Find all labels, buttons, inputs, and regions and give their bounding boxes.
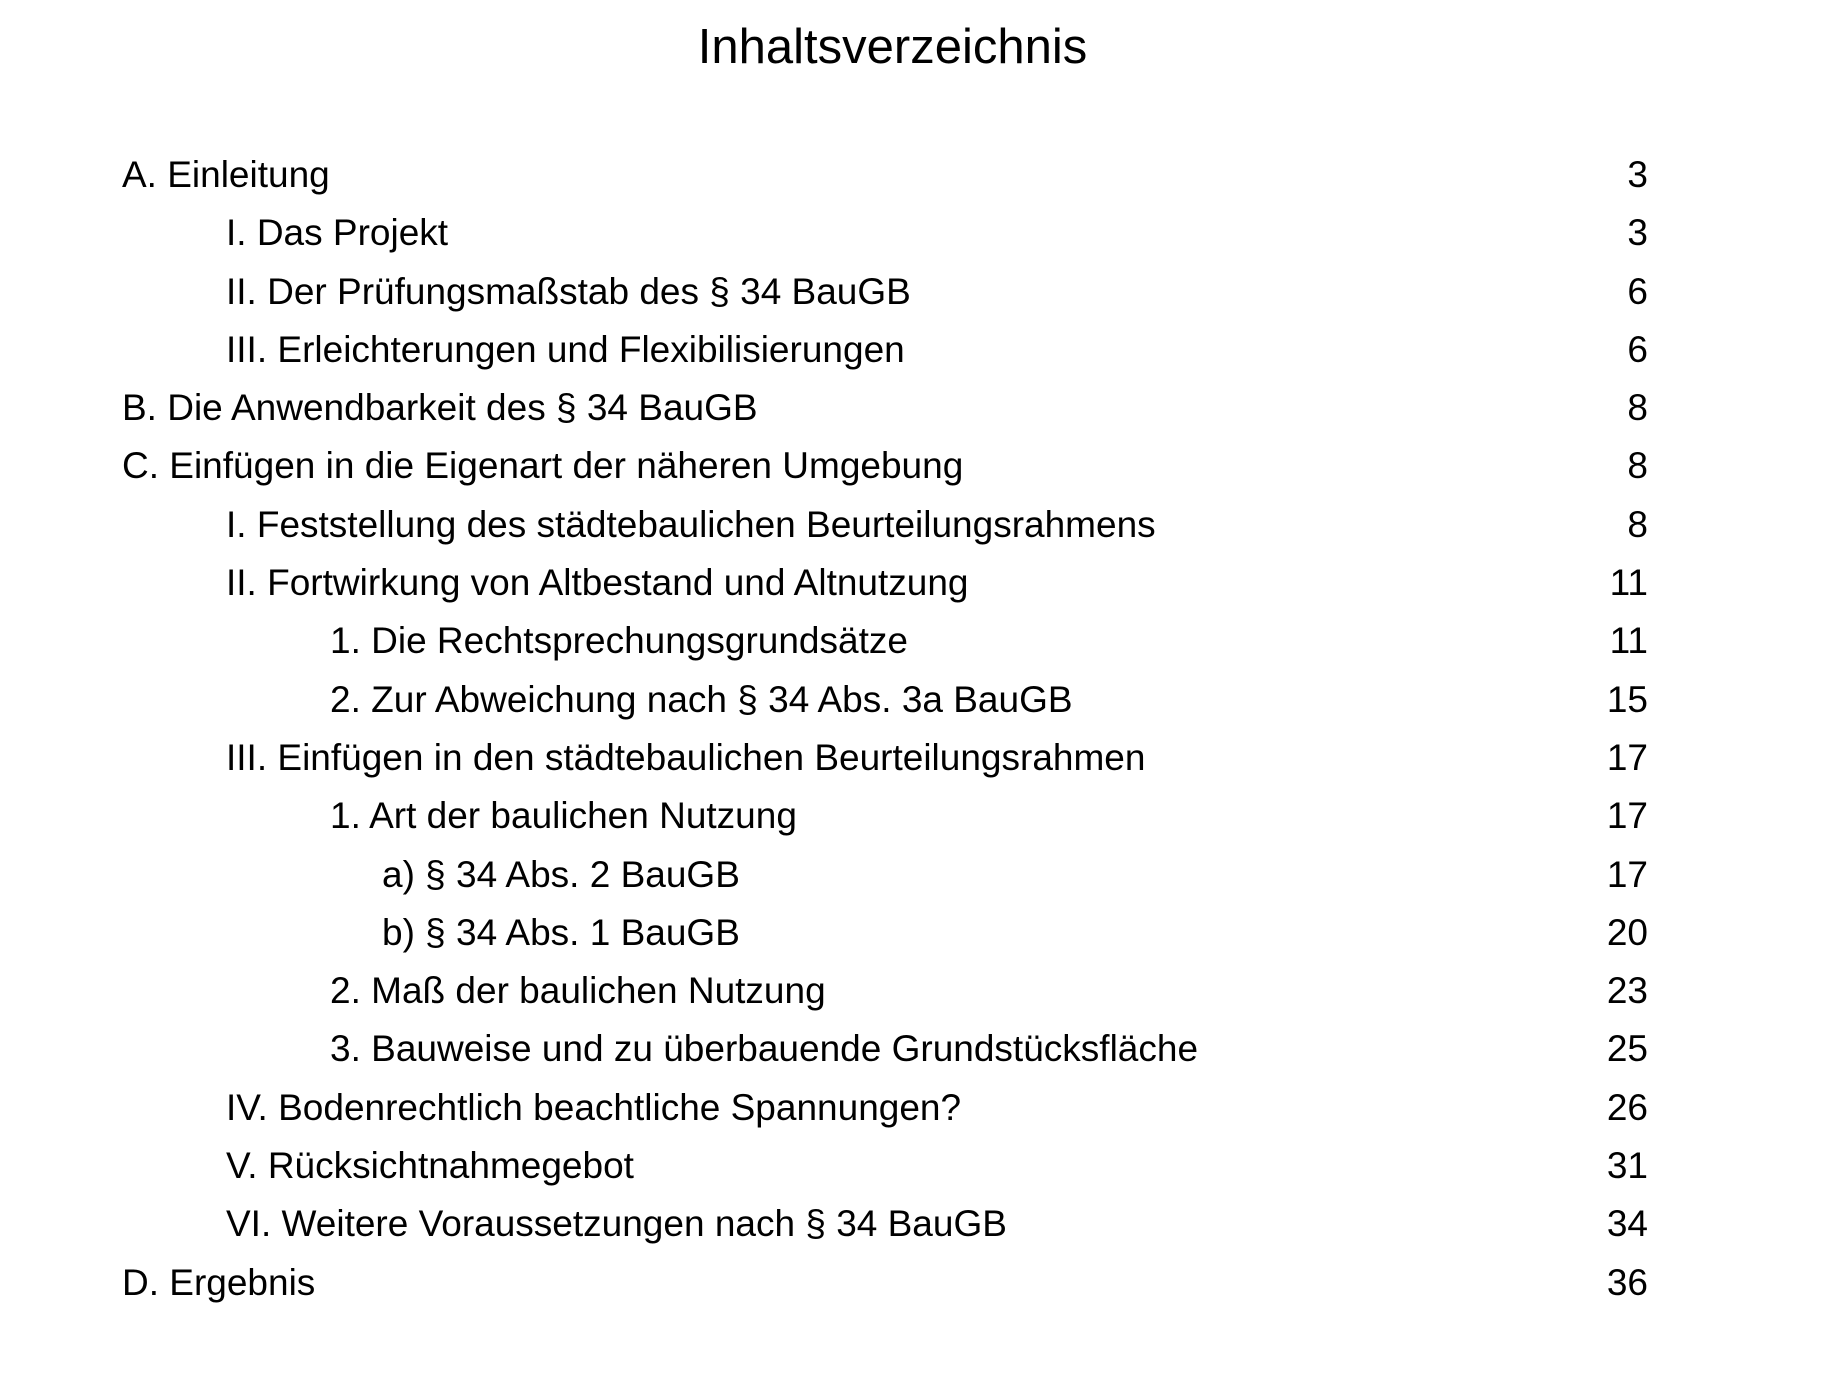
toc-entry-page: 20 xyxy=(1606,911,1648,953)
toc-entry-page: 26 xyxy=(1606,1086,1648,1128)
toc-entry xyxy=(0,612,1844,670)
toc-entry xyxy=(0,1254,1844,1312)
toc-entry-label: a) § 34 Abs. 2 BauGB xyxy=(382,853,740,895)
toc-entry-label: I. Feststellung des städtebaulichen Beurteilungsrahmens xyxy=(226,503,1156,545)
toc-entry-page: 36 xyxy=(1606,1261,1648,1303)
toc-entry-label: 3. Bauweise und zu überbauende Grundstücksfläche xyxy=(330,1028,1199,1070)
toc-entry-page: 6 xyxy=(1627,270,1648,312)
toc-entry-page: 3 xyxy=(1627,154,1648,195)
toc-entry-label: III. Erleichterungen und Flexibilisierungen xyxy=(226,328,905,370)
toc-entry-label: 2. Zur Abweichung nach § 34 Abs. 3a BauGB xyxy=(330,678,1073,720)
toc-entry-label: 1. Art der baulichen Nutzung xyxy=(330,795,797,837)
toc-entry-label: 2. Maß der baulichen Nutzung xyxy=(330,970,826,1012)
toc-entry-page: 6 xyxy=(1627,328,1648,370)
toc-entry xyxy=(0,1079,1844,1137)
toc-entry xyxy=(0,496,1844,554)
toc-entry xyxy=(0,1020,1844,1078)
toc-entry-label: B. Die Anwendbarkeit des § 34 BauGB xyxy=(122,387,758,429)
toc-entry xyxy=(0,962,1844,1020)
toc-entry-label: I. Das Projekt xyxy=(226,212,449,254)
toc-entry xyxy=(0,1195,1844,1253)
toc-entry-page: 17 xyxy=(1606,795,1648,837)
toc-entry xyxy=(0,671,1844,729)
toc-entry xyxy=(0,321,1844,379)
toc-entry-label: C. Einfügen in die Eigenart der näheren Umgebung xyxy=(122,445,964,487)
toc-entry-label: b) § 34 Abs. 1 BauGB xyxy=(382,911,740,953)
page-title: Inhaltsverzeichnis xyxy=(697,20,1088,74)
toc-entry-page: 11 xyxy=(1609,562,1648,604)
toc-entry xyxy=(0,437,1844,495)
toc-entry xyxy=(0,379,1844,437)
toc-entry-label: IV. Bodenrechtlich beachtliche Spannungen? xyxy=(226,1086,962,1128)
table-of-contents xyxy=(0,146,1844,1312)
toc-entry-page: 23 xyxy=(1606,970,1648,1012)
toc-entry-page: 8 xyxy=(1627,387,1648,429)
toc-entry xyxy=(0,846,1844,904)
toc-entry xyxy=(0,146,1844,204)
toc-entry-page: 17 xyxy=(1606,736,1648,778)
toc-entry-page: 17 xyxy=(1606,853,1648,895)
toc-entry xyxy=(0,204,1844,262)
toc-entry xyxy=(0,263,1844,321)
toc-entry-page: 8 xyxy=(1627,445,1648,487)
toc-entry-page: 11 xyxy=(1609,620,1648,662)
toc-entry-page: 3 xyxy=(1627,212,1648,254)
toc-entry-label: III. Einfügen in den städtebaulichen Beurteilungsrahmen xyxy=(226,736,1146,778)
toc-entry-label: A. Einleitung xyxy=(122,154,330,195)
toc-entry xyxy=(0,554,1844,612)
toc-entry-label: V. Rücksichtnahmegebot xyxy=(226,1145,634,1187)
toc-entry xyxy=(0,1137,1844,1195)
toc-entry-page: 25 xyxy=(1606,1028,1648,1070)
toc-entry-label: 1. Die Rechtsprechungsgrundsätze xyxy=(330,620,908,662)
toc-entry-label: II. Der Prüfungsmaßstab des § 34 BauGB xyxy=(226,270,911,312)
toc-entry xyxy=(0,787,1844,845)
toc-entry-page: 8 xyxy=(1627,503,1648,545)
toc-entry-page: 31 xyxy=(1606,1145,1648,1187)
toc-entry-label: D. Ergebnis xyxy=(122,1261,316,1303)
toc-entry-label: VI. Weitere Voraussetzungen nach § 34 BauGB xyxy=(226,1203,1007,1245)
toc-entry xyxy=(0,729,1844,787)
toc-entry xyxy=(0,904,1844,962)
toc-entry-page: 15 xyxy=(1606,678,1648,720)
toc-entry-label: II. Fortwirkung von Altbestand und Altnutzung xyxy=(226,562,969,604)
toc-entry-page: 34 xyxy=(1606,1203,1648,1245)
